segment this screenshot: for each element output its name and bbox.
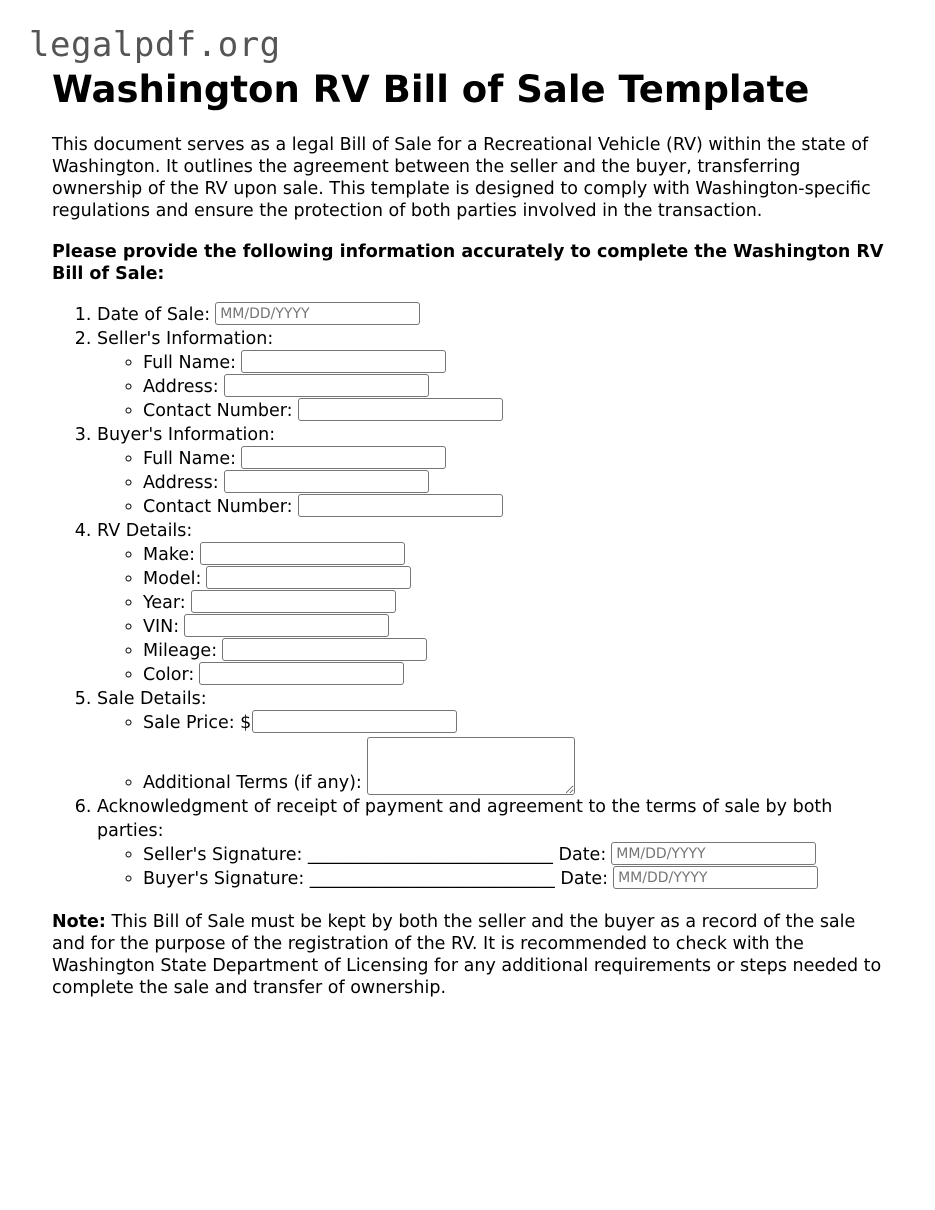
sale-price-row: [143, 711, 892, 735]
buyer-full-name-row: [143, 447, 892, 471]
additional-terms-row: [143, 737, 892, 795]
list-item-acknowledgment: [97, 795, 892, 891]
rv-vin-row: [143, 615, 892, 639]
date-of-sale-label: Date of Sale:: [97, 305, 211, 325]
rv-mileage-row: [143, 639, 892, 663]
signature-fields: [97, 843, 892, 891]
buyer-address-input[interactable]: [224, 470, 429, 493]
intro-paragraph: This document serves as a legal Bill of Sale for a Recreational Vehicle (RV) within the state of Washington. It outlines the agreement between the seller and the buyer, transferring ownership of the RV upon sale. This template is designed to comply with Washington-specific regulations and ensure the protection of both parties involved in the transaction.: [52, 135, 871, 221]
date-of-sale-input[interactable]: [215, 302, 420, 325]
additional-terms-textarea[interactable]: [367, 737, 575, 795]
rv-make-input[interactable]: [200, 542, 405, 565]
seller-signature-label: Seller's Signature: ____________________________ Date:: [143, 845, 607, 865]
sale-details-label: Sale Details:: [97, 689, 207, 709]
sale-fields: [97, 711, 892, 795]
rv-model-label: Model:: [143, 569, 202, 589]
buyer-contact-input[interactable]: [298, 494, 503, 517]
buyer-address-label: Address:: [143, 473, 219, 493]
list-item-buyer-info: [97, 423, 892, 519]
rv-mileage-label: Mileage:: [143, 641, 218, 661]
page-title: Washington RV Bill of Sale Template: [52, 68, 810, 111]
buyer-contact-label: Contact Number:: [143, 497, 293, 517]
list-item-date-of-sale: [97, 303, 892, 327]
seller-fields: [97, 351, 892, 423]
list-item-sale-details: [97, 687, 892, 795]
additional-terms-label: Additional Terms (if any):: [143, 773, 362, 793]
seller-address-label: Address:: [143, 377, 219, 397]
buyer-contact-row: [143, 495, 892, 519]
rv-fields: [97, 543, 892, 687]
rv-year-input[interactable]: [191, 590, 396, 613]
buyer-signature-row: [143, 867, 892, 891]
buyer-signature-date-input[interactable]: [613, 866, 818, 889]
note-text: This Bill of Sale must be kept by both the seller and the buyer as a record of the sale and for the purpose of the registration of the RV. It is recommended to check with the Washington State Department of Licensing for any additional requirements or steps needed to complete the sale and transfer of ownership.: [52, 912, 882, 998]
buyer-full-name-input[interactable]: [241, 446, 446, 469]
rv-make-label: Make:: [143, 545, 195, 565]
seller-contact-label: Contact Number:: [143, 401, 293, 421]
document-body: [52, 68, 892, 999]
acknowledgment-label: Acknowledgment of receipt of payment and agreement to the terms of sale by both parties:: [97, 797, 833, 841]
buyer-info-label: Buyer's Information:: [97, 425, 276, 445]
seller-signature-row: [143, 843, 892, 867]
watermark: legalpdf.org: [29, 25, 281, 65]
seller-full-name-label: Full Name:: [143, 353, 237, 373]
rv-vin-input[interactable]: [184, 614, 389, 637]
note-paragraph: [52, 911, 892, 999]
seller-contact-row: [143, 399, 892, 423]
rv-vin-label: VIN:: [143, 617, 180, 637]
seller-signature-date-input[interactable]: [611, 842, 816, 865]
rv-model-input[interactable]: [206, 566, 411, 589]
rv-color-label: Color:: [143, 665, 195, 685]
list-item-rv-details: [97, 519, 892, 687]
rv-year-row: [143, 591, 892, 615]
rv-mileage-input[interactable]: [222, 638, 427, 661]
sale-price-label: Sale Price: $: [143, 713, 252, 733]
note-label: Note:: [52, 912, 106, 932]
rv-year-label: Year:: [143, 593, 186, 613]
seller-address-row: [143, 375, 892, 399]
list-item-seller-info: [97, 327, 892, 423]
seller-full-name-row: [143, 351, 892, 375]
instructions-heading: Please provide the following information accurately to complete the Washington RV Bill of Sale:: [52, 242, 884, 284]
form-list: [52, 303, 892, 891]
seller-contact-input[interactable]: [298, 398, 503, 421]
rv-color-row: [143, 663, 892, 687]
seller-info-label: Seller's Information:: [97, 329, 274, 349]
seller-full-name-input[interactable]: [241, 350, 446, 373]
buyer-fields: [97, 447, 892, 519]
buyer-full-name-label: Full Name:: [143, 449, 237, 469]
rv-make-row: [143, 543, 892, 567]
sale-price-input[interactable]: [252, 710, 457, 733]
rv-details-label: RV Details:: [97, 521, 193, 541]
rv-model-row: [143, 567, 892, 591]
buyer-address-row: [143, 471, 892, 495]
buyer-signature-label: Buyer's Signature: ____________________________ Date:: [143, 869, 609, 889]
seller-address-input[interactable]: [224, 374, 429, 397]
rv-color-input[interactable]: [199, 662, 404, 685]
